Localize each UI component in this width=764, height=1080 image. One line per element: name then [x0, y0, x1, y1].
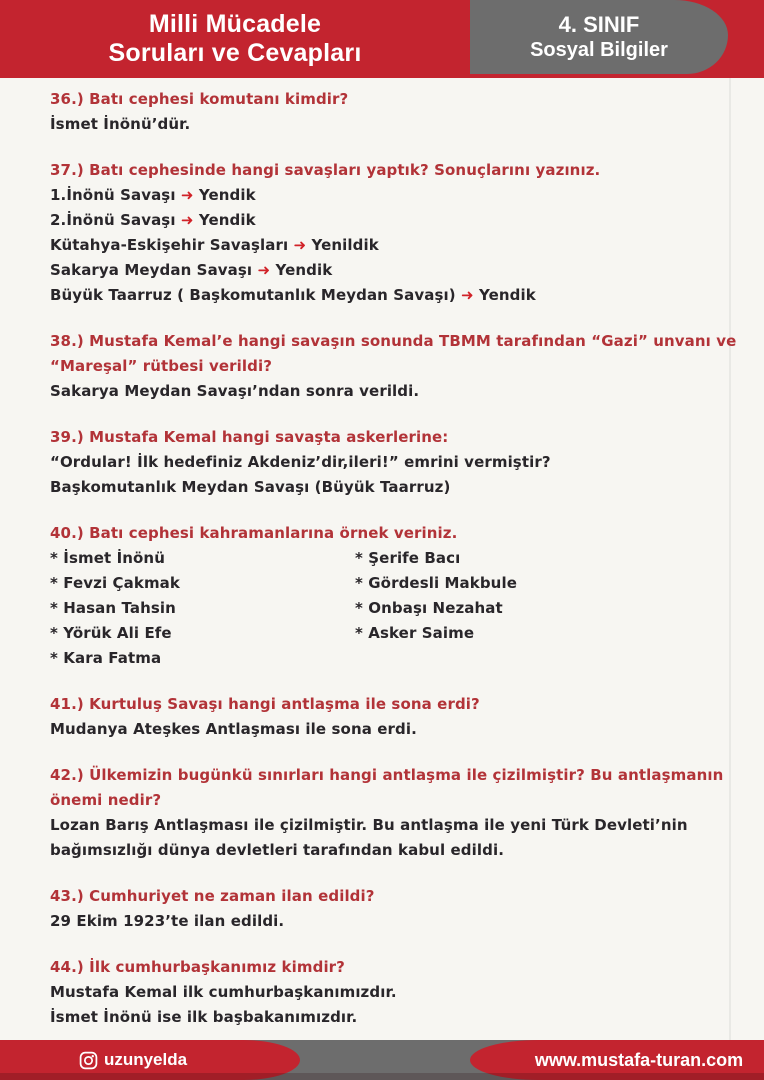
questions-list — [0, 78, 764, 1040]
arrow-icon: ➜ — [257, 261, 271, 279]
answer-text: “Ordular! İlk hedefiniz Akdeniz’dir,ileri!” emrini vermiştir? — [50, 453, 551, 471]
list-item: * İsmet İnönü — [50, 549, 165, 567]
answer-text: İsmet İnönü ise ilk başbakanımızdır. — [50, 1008, 358, 1026]
question-text: 44.) İlk cumhurbaşkanımız kimdir? — [50, 958, 345, 976]
list-item: * Yörük Ali Efe — [50, 624, 172, 642]
arrow-icon: ➜ — [461, 286, 474, 304]
instagram-handle: uzunyelda — [103, 1050, 188, 1069]
question-block — [50, 87, 748, 137]
website-url: www.mustafa-turan.com — [534, 1049, 744, 1070]
question-block — [50, 329, 748, 404]
answer-text: İsmet İnönü’dür. — [50, 115, 191, 133]
question-block — [50, 763, 748, 863]
question-block — [50, 521, 748, 671]
question-text: 41.) Kurtuluş Savaşı hangi antlaşma ile sona erdi? — [50, 695, 480, 713]
answer-text: Başkomutanlık Meydan Savaşı (Büyük Taarruz) — [50, 478, 451, 496]
question-block — [50, 158, 748, 308]
answer-column-left — [50, 546, 355, 671]
page-title-line1: Milli Mücadele — [148, 10, 322, 38]
question-text: 42.) Ülkemizin bugünkü sınırları hangi antlaşma ile çizilmiştir? Bu antlaşmanın — [50, 766, 724, 784]
question-block — [50, 425, 748, 500]
question-text: 37.) Batı cephesinde hangi savaşları yaptık? Sonuçlarını yazınız. — [50, 161, 601, 179]
list-item: * Kara Fatma — [50, 649, 162, 667]
list-item: * Hasan Tahsin — [50, 599, 176, 617]
answer-text: Mudanya Ateşkes Antlaşması ile sona erdi. — [50, 720, 417, 738]
website-badge — [470, 1040, 764, 1080]
header-band — [0, 0, 764, 78]
question-text: “Mareşal” rütbesi verildi? — [50, 357, 273, 375]
list-item: * Onbaşı Nezahat — [355, 599, 503, 617]
answer-text: 2.İnönü Savaşı — [50, 211, 181, 229]
list-item: * Asker Saime — [355, 624, 475, 642]
answer-text: Sakarya Meydan Savaşı — [50, 261, 258, 279]
grade-box — [470, 0, 728, 74]
answer-text: Sakarya Meydan Savaşı’ndan sonra verildi. — [50, 382, 420, 400]
answer-text: Kütahya-Eskişehir Savaşları — [50, 236, 294, 254]
list-item: * Şerife Bacı — [355, 549, 461, 567]
answer-result: Yendik — [193, 186, 256, 204]
answer-row — [50, 208, 748, 233]
question-block — [50, 955, 748, 1030]
instagram-badge — [0, 1040, 300, 1080]
arrow-icon: ➜ — [180, 211, 194, 229]
answer-text: Büyük Taarruz ( Başkomutanlık Meydan Savaşı) — [50, 286, 462, 304]
answer-row — [50, 258, 748, 283]
question-text: 43.) Cumhuriyet ne zaman ilan edildi? — [50, 887, 375, 905]
grade-level: 4. SINIF — [558, 12, 640, 37]
footer-band — [0, 1040, 764, 1080]
question-text: 40.) Batı cephesi kahramanlarına örnek veriniz. — [50, 524, 458, 542]
question-text: önemi nedir? — [50, 791, 162, 809]
answer-text: 1.İnönü Savaşı — [50, 186, 181, 204]
answer-result: Yendik — [193, 211, 256, 229]
answer-text: Lozan Barış Antlaşması ile çizilmiştir. Bu antlaşma ile yeni Türk Devleti’nin — [50, 816, 688, 834]
subject-name: Sosyal Bilgiler — [530, 39, 668, 61]
arrow-icon: ➜ — [293, 236, 307, 254]
list-item: * Gördesli Makbule — [355, 574, 517, 592]
page-title-line2: Soruları ve Cevapları — [108, 39, 362, 67]
answer-column-right — [355, 546, 517, 671]
answer-result: Yendik — [473, 286, 536, 304]
answer-text: 29 Ekim 1923’te ilan edildi. — [50, 912, 285, 930]
answer-row — [50, 183, 748, 208]
question-text: 39.) Mustafa Kemal hangi savaşta askerlerine: — [50, 428, 449, 446]
answer-result: Yendik — [270, 261, 333, 279]
question-block — [50, 884, 748, 934]
page-title — [0, 0, 470, 78]
answer-row — [50, 233, 748, 258]
question-block — [50, 692, 748, 742]
question-text: 38.) Mustafa Kemal’e hangi savaşın sonunda TBMM tarafından “Gazi” unvanı ve — [50, 332, 737, 350]
answer-result: Yenildik — [306, 236, 379, 254]
answer-row — [50, 283, 748, 308]
answer-text: Mustafa Kemal ilk cumhurbaşkanımızdır. — [50, 983, 397, 1001]
question-text: 36.) Batı cephesi komutanı kimdir? — [50, 90, 349, 108]
instagram-icon — [79, 1051, 98, 1070]
arrow-icon: ➜ — [180, 186, 194, 204]
answer-text: bağımsızlığı dünya devletleri tarafından kabul edildi. — [50, 841, 504, 859]
list-item: * Fevzi Çakmak — [50, 574, 180, 592]
answer-columns — [50, 546, 748, 671]
